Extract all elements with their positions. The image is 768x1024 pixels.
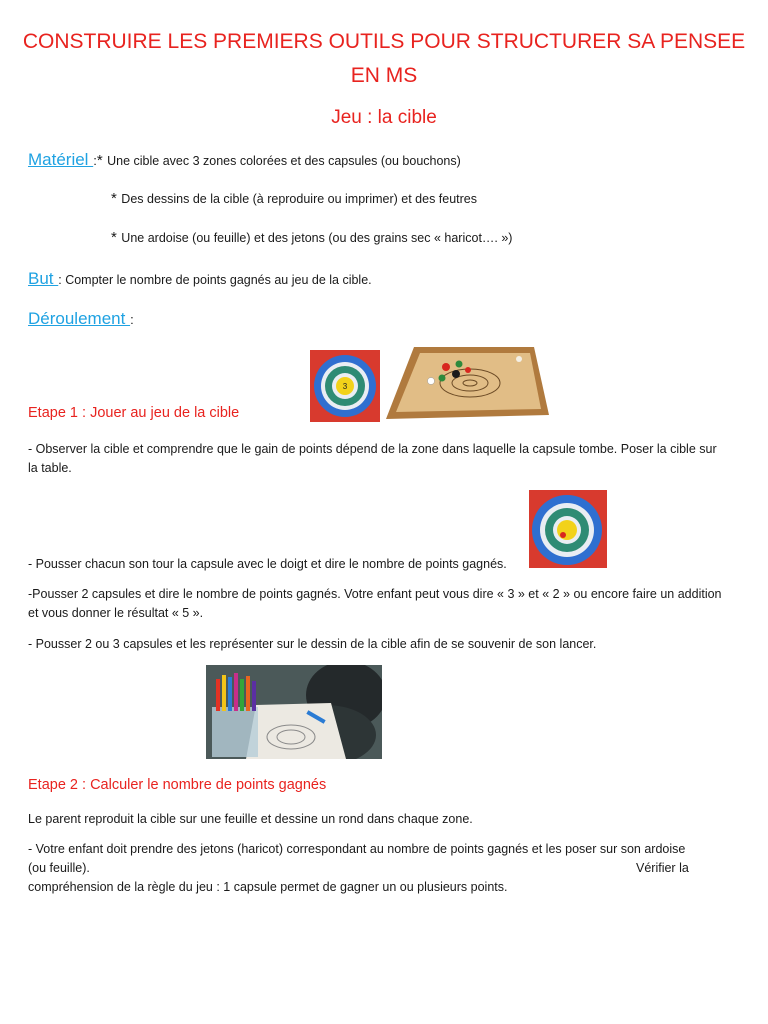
materiel-item-3: Une ardoise (ou feuille) et des jetons (ou des grains sec « haricot…. ») xyxy=(121,231,513,245)
bullet-star: * xyxy=(111,229,117,246)
etape2-paragraph-2-line-1: - Votre enfant doit prendre des jetons (haricot) correspondant au nombre de points gagnés et les poser sur son ardoise xyxy=(28,842,686,856)
but-text: : Compter le nombre de points gagnés au jeu de la cible. xyxy=(58,273,372,287)
etape2-paragraph-2-line-2: (ou feuille). xyxy=(28,861,90,875)
page-title-line-2: EN MS xyxy=(350,64,418,87)
materiel-line-2 xyxy=(111,190,477,209)
deroulement-heading: Déroulement xyxy=(28,309,131,328)
bullet-star: * xyxy=(96,152,103,169)
etape1-paragraph-4: - Pousser 2 ou 3 capsules et les représenter sur le dessin de la cible afin de se souvenir de son lancer. xyxy=(28,637,597,651)
but-section xyxy=(28,269,372,290)
materiel-colon: : xyxy=(93,153,97,168)
etape2-title: Etape 2 : Calculer le nombre de points gagnés xyxy=(28,777,327,793)
materiel-item-2: Des dessins de la cible (à reproduire ou imprimer) et des feutres xyxy=(121,192,478,206)
materiel-line-3 xyxy=(111,229,512,248)
materiel-section xyxy=(28,150,461,171)
target-photo xyxy=(310,350,380,422)
etape2-paragraph-1: Le parent reproduit la cible sur une feuille et dessine un rond dans chaque zone. xyxy=(28,812,473,826)
etape1-paragraph-3: -Pousser 2 capsules et dire le nombre de points gagnés. Votre enfant peut vous dire « 3 » et « 2 » ou encore faire un addition et vous donner le résultat « 5 ». xyxy=(28,587,722,620)
deroulement-section xyxy=(28,309,134,329)
target-center-label: 3 xyxy=(342,382,348,391)
etape1-paragraph-2: - Pousser chacun son tour la capsule avec le doigt et dire le nombre de points gagnés. xyxy=(28,557,507,571)
wooden-board-photo xyxy=(384,345,550,421)
deroulement-colon: : xyxy=(130,312,134,327)
but-heading: But xyxy=(28,269,59,288)
etape1-paragraph-1: - Observer la cible et comprendre que le gain de points dépend de la zone dans laquelle la capsule tombe. Poser la cible sur la table. xyxy=(28,442,717,475)
page-title-line-1: CONSTRUIRE LES PREMIERS OUTILS POUR STRUCTURER SA PENSEE xyxy=(22,30,746,53)
materiel-heading: Matériel xyxy=(28,150,94,169)
child-drawing-photo xyxy=(206,665,382,759)
etape2-paragraph-2-verify: Vérifier la xyxy=(636,861,689,875)
bullet-star: * xyxy=(111,190,117,207)
etape2-paragraph-2-line-3: compréhension de la règle du jeu : 1 capsule permet de gagner un ou plusieurs points. xyxy=(28,880,508,894)
page-subtitle: Jeu : la cible xyxy=(331,107,437,128)
materiel-item-1: Une cible avec 3 zones colorées et des capsules (ou bouchons) xyxy=(107,154,461,168)
etape1-title: Etape 1 : Jouer au jeu de la cible xyxy=(28,405,240,421)
